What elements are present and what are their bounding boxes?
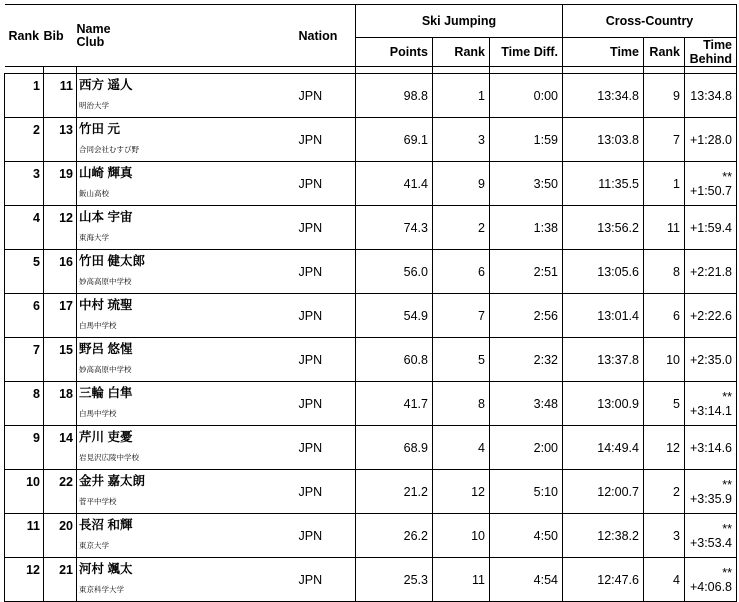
cell-cc-rank: 6 (644, 294, 685, 338)
cell-cc-rank: 5 (644, 382, 685, 426)
cell-cc-time-behind: +1:28.0 (685, 118, 737, 162)
cell-name-club (77, 250, 295, 294)
cell-sj-points: 41.4 (356, 162, 433, 206)
cell-bib: 19 (44, 162, 77, 206)
cell-nation: JPN (295, 118, 356, 162)
cell-cc-time: 13:56.2 (563, 206, 644, 250)
results-sheet (4, 4, 736, 602)
header-nation: Nation (295, 5, 356, 67)
cell-cc-rank: 4 (644, 558, 685, 602)
cell-rank: 1 (5, 74, 44, 118)
athlete-name: 野呂 悠惺 (79, 342, 133, 356)
cell-sj-time-diff: 4:50 (490, 514, 563, 558)
cell-sj-points: 74.3 (356, 206, 433, 250)
cell-rank: 12 (5, 558, 44, 602)
cell-sj-time-diff: 0:00 (490, 74, 563, 118)
cell-cc-time-behind: +2:22.6 (685, 294, 737, 338)
table-row (5, 162, 737, 206)
athlete-name: 中村 琉聖 (79, 298, 133, 312)
cell-sj-time-diff: 5:10 (490, 470, 563, 514)
table-header (5, 5, 737, 74)
cell-name-club (77, 514, 295, 558)
cell-sj-rank: 12 (433, 470, 490, 514)
cell-bib: 15 (44, 338, 77, 382)
cell-name-club (77, 470, 295, 514)
cell-sj-points: 69.1 (356, 118, 433, 162)
cell-cc-time-behind: ** +3:14.1 (685, 382, 737, 426)
cell-nation: JPN (295, 74, 356, 118)
cell-sj-points: 56.0 (356, 250, 433, 294)
cell-cc-time: 12:00.7 (563, 470, 644, 514)
cell-sj-time-diff: 3:48 (490, 382, 563, 426)
athlete-name: 竹田 元 (79, 122, 120, 136)
cell-cc-time: 13:37.8 (563, 338, 644, 382)
cell-rank: 3 (5, 162, 44, 206)
cell-sj-rank: 5 (433, 338, 490, 382)
cell-sj-time-diff: 1:38 (490, 206, 563, 250)
cell-sj-time-diff: 3:50 (490, 162, 563, 206)
athlete-name: 河村 颯太 (79, 562, 133, 576)
header-cc-rank: Rank (644, 38, 685, 67)
cell-bib: 20 (44, 514, 77, 558)
athlete-club: 東京大学 (79, 541, 109, 550)
table-row (5, 250, 737, 294)
cell-bib: 12 (44, 206, 77, 250)
athlete-club: 白馬中学校 (79, 409, 117, 418)
header-club: Club (76, 34, 105, 49)
header-name-club (77, 5, 295, 67)
cell-cc-time: 13:00.9 (563, 382, 644, 426)
cell-bib: 21 (44, 558, 77, 602)
cell-sj-points: 21.2 (356, 470, 433, 514)
cell-bib: 18 (44, 382, 77, 426)
cell-nation: JPN (295, 426, 356, 470)
cell-cc-rank: 2 (644, 470, 685, 514)
cell-rank: 6 (5, 294, 44, 338)
athlete-club: 東海大学 (79, 233, 109, 242)
header-sj-rank: Rank (433, 38, 490, 67)
cell-rank: 9 (5, 426, 44, 470)
cell-cc-time: 13:01.4 (563, 294, 644, 338)
cell-sj-rank: 2 (433, 206, 490, 250)
cell-cc-time-behind: +2:21.8 (685, 250, 737, 294)
cell-cc-time-behind: +1:59.4 (685, 206, 737, 250)
athlete-club: 妙高高原中学校 (79, 365, 132, 374)
athlete-club: 白馬中学校 (79, 321, 117, 330)
cell-cc-time-behind: ** +3:53.4 (685, 514, 737, 558)
athlete-name: 三輪 白隼 (79, 386, 133, 400)
cell-bib: 16 (44, 250, 77, 294)
cell-rank: 5 (5, 250, 44, 294)
results-table (4, 4, 737, 602)
cell-cc-time: 12:38.2 (563, 514, 644, 558)
cell-name-club (77, 206, 295, 250)
header-sj-points: Points (356, 38, 433, 67)
cell-cc-rank: 1 (644, 162, 685, 206)
table-row (5, 382, 737, 426)
cell-cc-time: 12:47.6 (563, 558, 644, 602)
cell-bib: 11 (44, 74, 77, 118)
table-row (5, 74, 737, 118)
cell-sj-time-diff: 2:56 (490, 294, 563, 338)
cell-cc-rank: 10 (644, 338, 685, 382)
header-cc-time: Time (563, 38, 644, 67)
cell-sj-rank: 7 (433, 294, 490, 338)
cell-name-club (77, 338, 295, 382)
cell-sj-points: 68.9 (356, 426, 433, 470)
cell-sj-rank: 8 (433, 382, 490, 426)
athlete-club: 妙高高原中学校 (79, 277, 132, 286)
cell-bib: 14 (44, 426, 77, 470)
cell-name-club (77, 162, 295, 206)
cell-sj-points: 26.2 (356, 514, 433, 558)
cell-name-club (77, 558, 295, 602)
table-row (5, 338, 737, 382)
cell-cc-time-behind: ** +4:06.8 (685, 558, 737, 602)
athlete-name: 山崎 輝真 (79, 166, 133, 180)
cell-name-club (77, 118, 295, 162)
athlete-club: 東京科学大学 (79, 585, 124, 594)
cell-sj-time-diff: 2:32 (490, 338, 563, 382)
table-row (5, 118, 737, 162)
cell-nation: JPN (295, 338, 356, 382)
cell-cc-rank: 11 (644, 206, 685, 250)
cell-sj-rank: 3 (433, 118, 490, 162)
cell-sj-time-diff: 4:54 (490, 558, 563, 602)
cell-sj-points: 54.9 (356, 294, 433, 338)
cell-cc-time: 13:34.8 (563, 74, 644, 118)
cell-sj-rank: 10 (433, 514, 490, 558)
cell-rank: 10 (5, 470, 44, 514)
athlete-club: 飯山高校 (79, 189, 109, 198)
cell-sj-time-diff: 1:59 (490, 118, 563, 162)
header-bib: Bib (44, 5, 77, 67)
athlete-club: 菅平中学校 (79, 497, 117, 506)
athlete-name: 長沼 和輝 (79, 518, 133, 532)
cell-sj-rank: 1 (433, 74, 490, 118)
cell-rank: 2 (5, 118, 44, 162)
cell-nation: JPN (295, 514, 356, 558)
cell-nation: JPN (295, 250, 356, 294)
cell-sj-points: 25.3 (356, 558, 433, 602)
table-row (5, 470, 737, 514)
cell-cc-time-behind: 13:34.8 (685, 74, 737, 118)
athlete-name: 竹田 健太郎 (79, 254, 145, 268)
cell-cc-time: 14:49.4 (563, 426, 644, 470)
athlete-name: 金井 嘉太朗 (79, 474, 145, 488)
cell-bib: 13 (44, 118, 77, 162)
cell-nation: JPN (295, 558, 356, 602)
cell-cc-rank: 7 (644, 118, 685, 162)
header-cross-country: Cross-Country (563, 5, 737, 38)
cell-cc-rank: 9 (644, 74, 685, 118)
cell-cc-rank: 3 (644, 514, 685, 558)
cell-name-club (77, 382, 295, 426)
athlete-name: 芹川 吏憂 (79, 430, 133, 444)
table-row (5, 294, 737, 338)
table-row (5, 558, 737, 602)
cell-nation: JPN (295, 162, 356, 206)
cell-bib: 22 (44, 470, 77, 514)
athlete-club: 明治大学 (79, 101, 109, 110)
cell-name-club (77, 294, 295, 338)
table-row (5, 426, 737, 470)
header-cc-time-behind: Time Behind (685, 38, 737, 67)
header-rank: Rank (5, 5, 44, 67)
cell-bib: 17 (44, 294, 77, 338)
cell-name-club (77, 74, 295, 118)
athlete-club: 岩見沢広陵中学校 (79, 453, 139, 462)
cell-name-club (77, 426, 295, 470)
header-ski-jumping: Ski Jumping (356, 5, 563, 38)
cell-sj-rank: 6 (433, 250, 490, 294)
cell-nation: JPN (295, 382, 356, 426)
cell-sj-rank: 4 (433, 426, 490, 470)
table-body (5, 74, 737, 602)
header-name: Name (76, 21, 111, 36)
cell-cc-rank: 12 (644, 426, 685, 470)
cell-sj-points: 98.8 (356, 74, 433, 118)
cell-cc-time-behind: +2:35.0 (685, 338, 737, 382)
athlete-name: 山本 宇宙 (79, 210, 133, 224)
cell-nation: JPN (295, 470, 356, 514)
cell-sj-points: 41.7 (356, 382, 433, 426)
cell-nation: JPN (295, 206, 356, 250)
cell-sj-time-diff: 2:51 (490, 250, 563, 294)
cell-cc-time: 13:03.8 (563, 118, 644, 162)
cell-cc-time: 11:35.5 (563, 162, 644, 206)
athlete-name: 西方 遥人 (79, 78, 133, 92)
cell-cc-time-behind: ** +1:50.7 (685, 162, 737, 206)
cell-sj-points: 60.8 (356, 338, 433, 382)
cell-nation: JPN (295, 294, 356, 338)
table-row (5, 514, 737, 558)
cell-cc-time-behind: ** +3:35.9 (685, 470, 737, 514)
cell-cc-rank: 8 (644, 250, 685, 294)
athlete-club: 合同会社むすび野 (79, 145, 139, 154)
cell-sj-rank: 11 (433, 558, 490, 602)
cell-rank: 11 (5, 514, 44, 558)
cell-sj-time-diff: 2:00 (490, 426, 563, 470)
cell-rank: 4 (5, 206, 44, 250)
cell-rank: 8 (5, 382, 44, 426)
cell-sj-rank: 9 (433, 162, 490, 206)
cell-rank: 7 (5, 338, 44, 382)
cell-cc-time-behind: +3:14.6 (685, 426, 737, 470)
header-sj-time-diff: Time Diff. (490, 38, 563, 67)
table-row (5, 206, 737, 250)
cell-cc-time: 13:05.6 (563, 250, 644, 294)
